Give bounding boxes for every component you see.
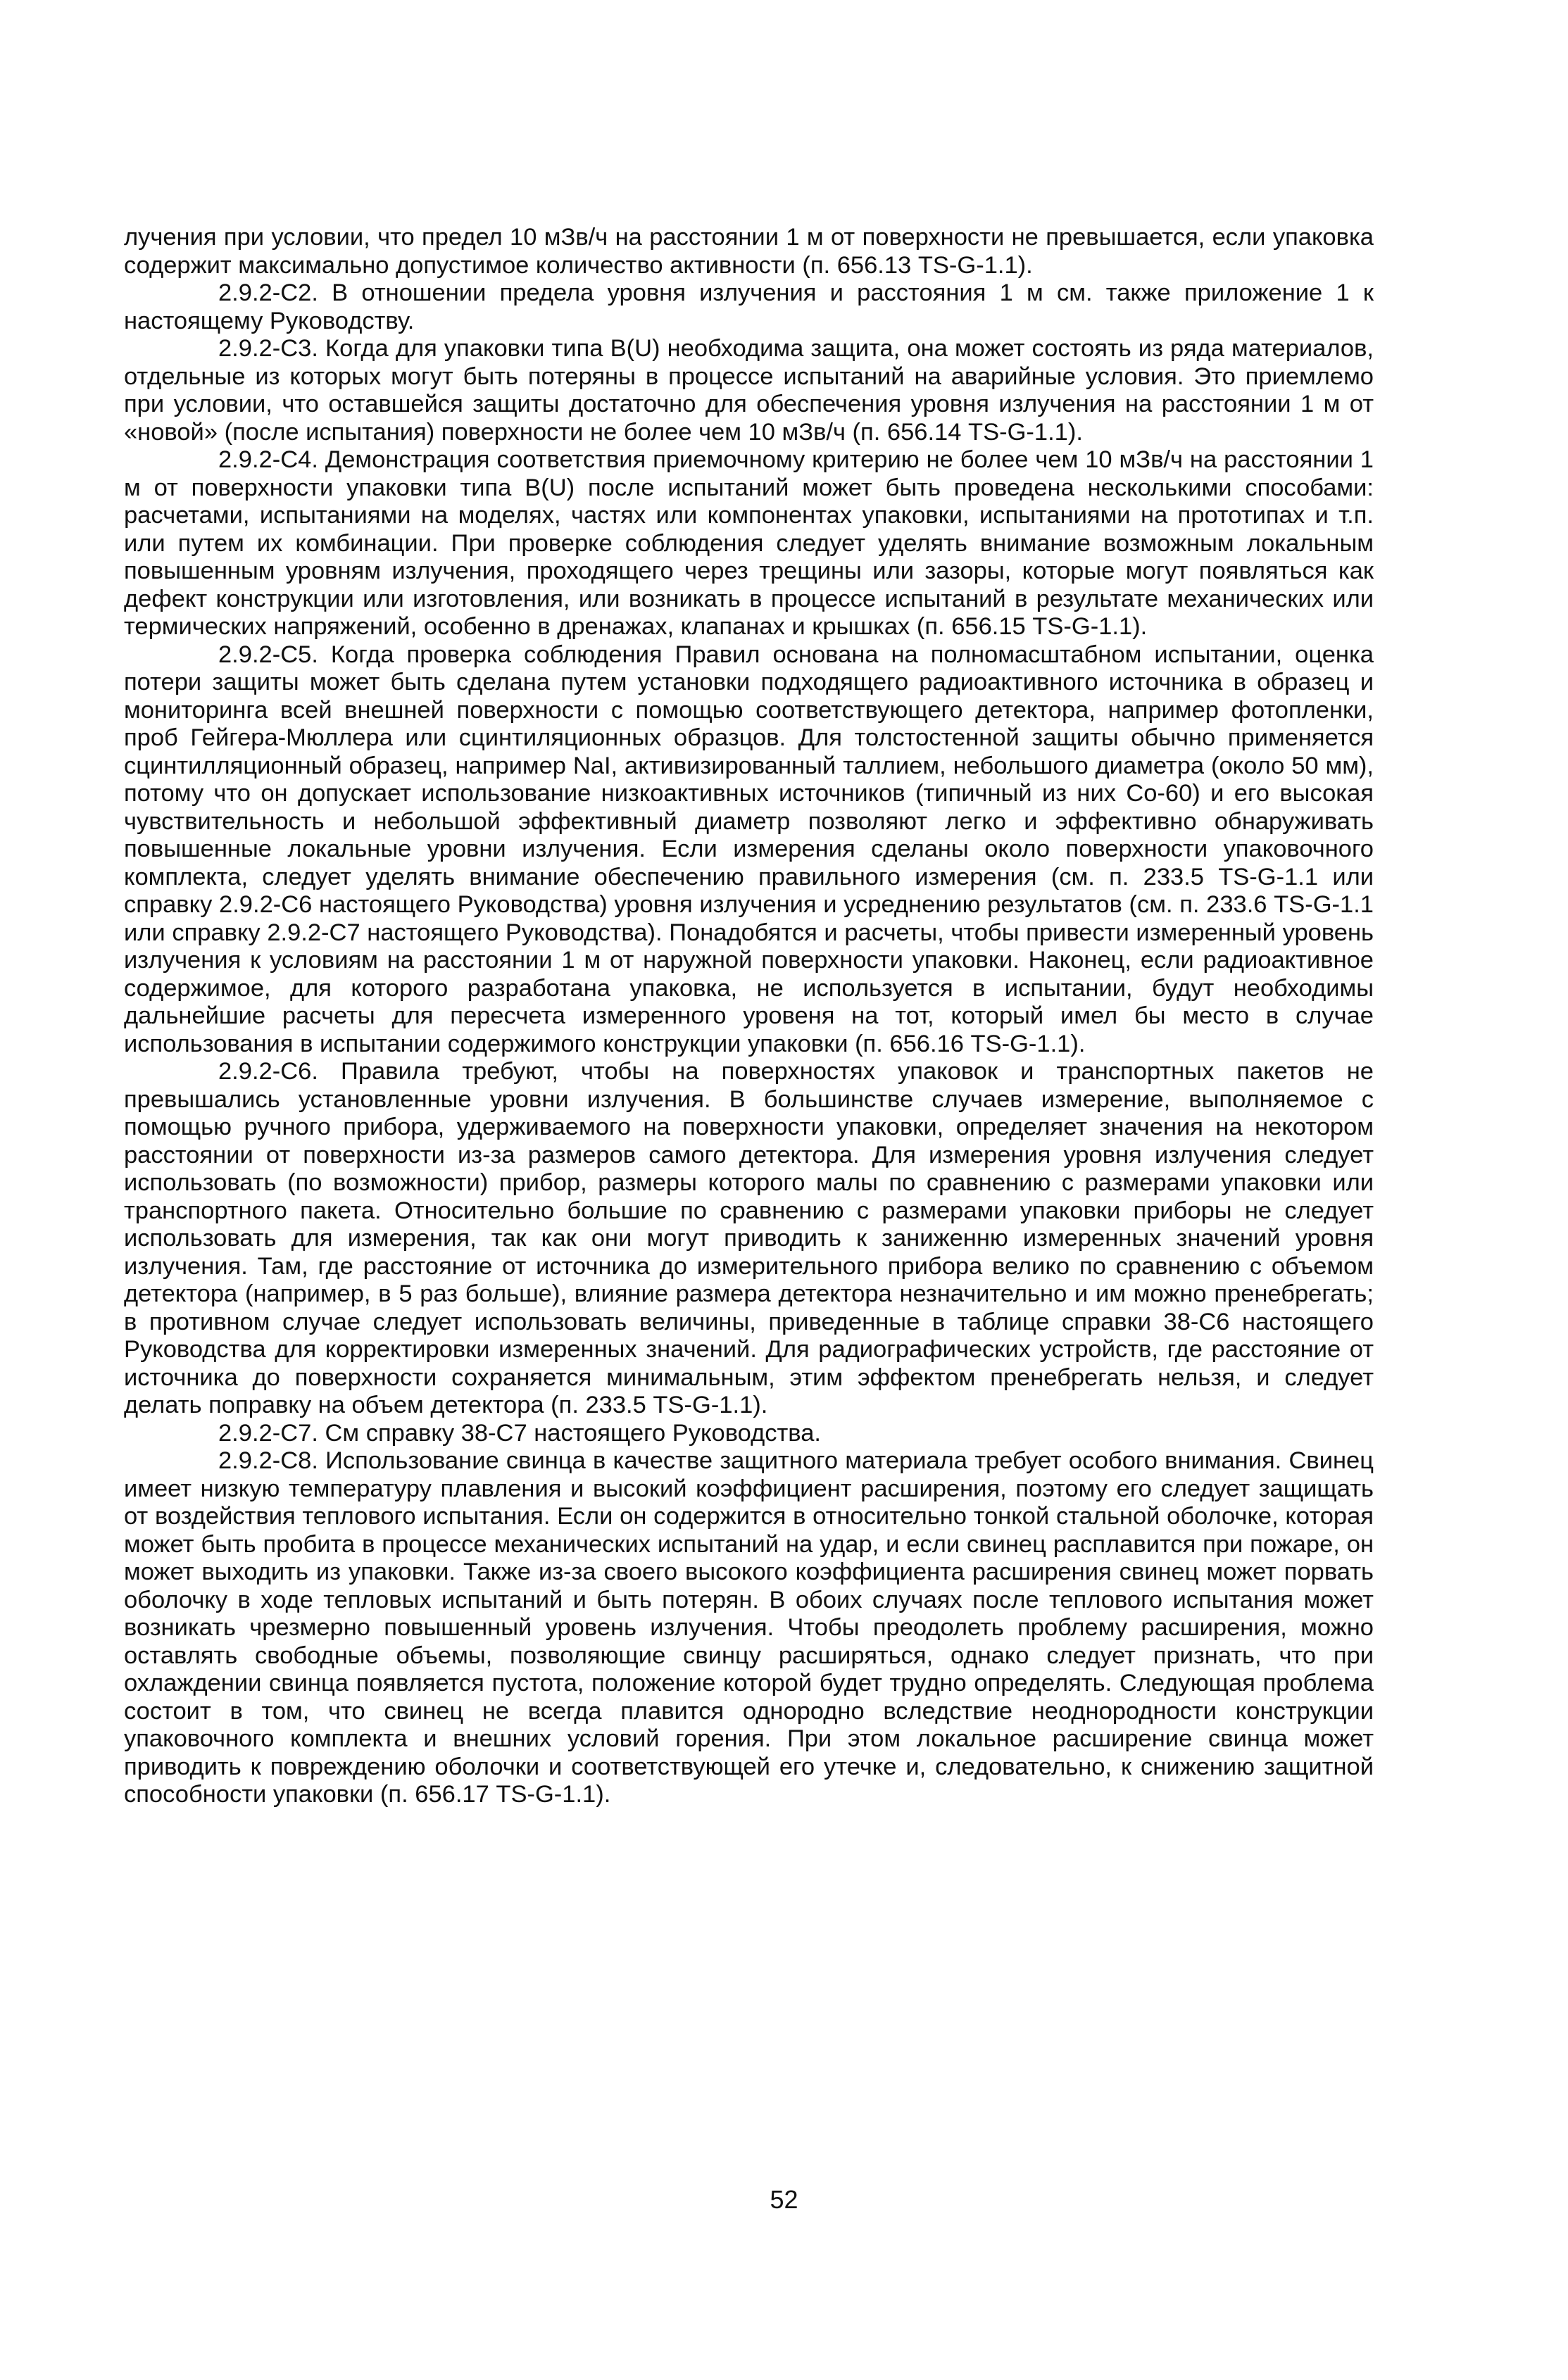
paragraph-2-9-2-c7: 2.9.2-С7. См справку 38-С7 настоящего Руководства.: [218, 1419, 821, 1447]
paragraph-2-9-2-c2: 2.9.2-С2. В отношении предела уровня излучения и расстояния 1 м см. также приложение 1 к настоящему Руководству.: [124, 279, 1374, 334]
paragraph-2-9-2-c3: 2.9.2-С3. Когда для упаковки типа В(U) необходима защита, она может состоять из ряда материалов, отдельные из которых могут быть потеряны в процессе испытаний на аварийные условия. Это приемлемо при условии, что оставшейся защиты достаточно для обеспечения уровня излучения на расстоянии 1 м от «новой» (после испытания) поверхности не более чем 10 мЗв/ч (п. 656.14 TS-G-1.1).: [124, 335, 1374, 446]
paragraph-continuation: лучения при условии, что предел 10 мЗв/ч на расстоянии 1 м от поверхности не превышается, если упаковка содержит максимально допустимое количество активности (п. 656.13 TS-G-1.1).: [124, 224, 1374, 279]
body-text: [124, 224, 1374, 1809]
paragraph-2-9-2-c4: 2.9.2-С4. Демонстрация соответствия приемочному критерию не более чем 10 мЗв/ч на расстоянии 1 м от поверхности упаковки типа В(U) после испытаний может быть проведена несколькими способами: расчетами, испытаниями на моделях, частях или компонентах упаковки, испытаниями на прототипах и т.п. или путем их комбинации. При проверке соблюдения следует уделять внимание возможным локальным повышенным уровням излучения, проходящего через трещины или зазоры, которые могут появляться как дефект конструкции или изготовления, или возникать в процессе испытаний в результате механических или термических напряжений, особенно в дренажах, клапанах и крышках (п. 656.15 TS-G-1.1).: [124, 446, 1374, 640]
paragraph-2-9-2-c8: 2.9.2-С8. Использование свинца в качестве защитного материала требует особого внимания. Свинец имеет низкую температуру плавления и высокий коэффициент расширения, поэтому его следует защищать от воздействия теплового испытания. Если он содержится в относительно тонкой стальной оболочке, которая может быть пробита в процессе механических испытаний на удар, и если свинец расплавится при пожаре, он может выходить из упаковки. Также из-за своего высокого коэффициента расширения свинец может порвать оболочку в ходе тепловых испытаний и быть потерян. В обоих случаях после теплового испытания может возникать чрезмерно повышенный уровень излучения. Чтобы преодолеть проблему расширения, можно оставлять свободные объемы, позволяющие свинцу расширяться, однако следует признать, что при охлаждении свинца появляется пустота, положение которой будет трудно определять. Следующая проблема состоит в том, что свинец не всегда плавится однородно вследствие неоднородности конструкции упаковочного комплекта и внешних условий горения. При этом локальное расширение свинца может приводить к повреждению оболочки и соответствующей его утечке и, следовательно, к снижению защитной способности упаковки (п. 656.17 TS-G-1.1).: [124, 1447, 1374, 1808]
paragraph-2-9-2-c6: 2.9.2-С6. Правила требуют, чтобы на поверхностях упаковок и транспортных пакетов не превышались установленные уровни излучения. В большинстве случаев измерение, выполняемое с помощью ручного прибора, удерживаемого на поверхности упаковки, определяет значения на некотором расстоянии от поверхности из-за размеров самого детектора. Для измерения уровня излучения следует использовать (по возможности) прибор, размеры которого малы по сравнению с размерами упаковки или транспортного пакета. Относительно большие по сравнению с размерами упаковки приборы не следует использовать для измерения, так как они могут приводить к заниженню измеренных значений уровня излучения. Там, где расстояние от источника до измерительного прибора велико по сравнению с объемом детектора (например, в 5 раз больше), влияние размера детектора незначительно и им можно пренебрегать; в противном случае следует использовать величины, приведенные в таблице справки 38-С6 настоящего Руководства для корректировки измеренных значений. Для радиографических устройств, где расстояние от источника до поверхности сохраняется минимальным, этим эффектом пренебрегать нельзя, и следует делать поправку на объем детектора (п. 233.5 TS-G-1.1).: [124, 1058, 1374, 1418]
paragraph-2-9-2-c5: 2.9.2-С5. Когда проверка соблюдения Правил основана на полномасштабном испытании, оценка потери защиты может быть сделана путем установки подходящего радиоактивного источника в образец и мониторинга всей внешней поверхности с помощью соответствующего детектора, например фотопленки, проб Гейгера-Мюллера или сцинтиляционных образцов. Для толстостенной защиты обычно применяется сцинтилляционный образец, например NaI, активизированный таллием, небольшого диаметра (около 50 мм), потому что он допускает использование низкоактивных источников (типичный из них Со-60) и его высокая чувствительность и небольшой эффективный диаметр позволяют легко и эффективно обнаруживать повышенные локальные уровни излучения. Если измерения сделаны около поверхности упаковочного комплекта, следует уделять внимание обеспечению правильного измерения (см. п. 233.5 TS-G-1.1 или справку 2.9.2-С6 настоящего Руководства) уровня излучения и усреднению результатов (см. п. 233.6 TS-G-1.1 или справку 2.9.2-С7 настоящего Руководства). Понадобятся и расчеты, чтобы привести измеренный уровень излучения к условиям на расстоянии 1 м от наружной поверхности упаковки. Наконец, если радиоактивное содержимое, для которого разработана упаковка, не используется в испытании, будут необходимы дальнейшие расчеты для пересчета измеренного уровеня на тот, который имел бы место в случае использования в испытании содержимого конструкции упаковки (п. 656.16 TS-G-1.1).: [124, 641, 1374, 1057]
page-number: 52: [770, 2185, 798, 2214]
